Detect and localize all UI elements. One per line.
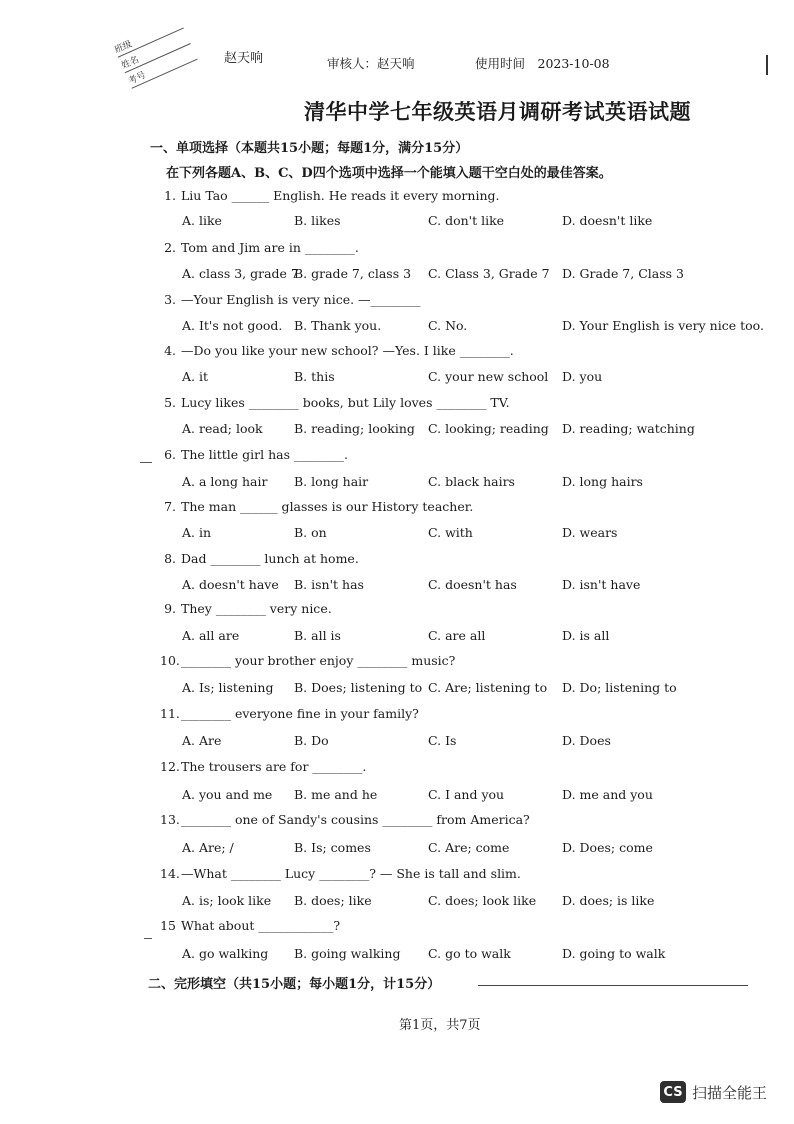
section2-rule <box>478 985 748 986</box>
answer-option: A. Are; / <box>182 840 234 855</box>
student-info-labels <box>112 7 219 98</box>
page-number: 第1页，共7页 <box>399 1018 481 1033</box>
question-stem <box>160 812 530 827</box>
question-text: —Do you like your new school? —Yes. I like ________. <box>181 343 514 358</box>
answer-option: A. like <box>182 213 222 228</box>
answer-option: A. doesn't have <box>182 577 279 592</box>
class-label: 班级 <box>112 15 184 58</box>
answer-option: A. Are <box>182 733 222 748</box>
answer-option: C. your new school <box>428 369 549 384</box>
question-text: Liu Tao ______ English. He reads it every morning. <box>181 188 500 203</box>
question-stem <box>160 918 340 933</box>
question-text: The little girl has ________. <box>181 447 348 462</box>
answer-option: B. long hair <box>294 474 369 489</box>
answer-option: B. grade 7, class 3 <box>294 266 412 281</box>
answer-option: B. going walking <box>294 946 401 961</box>
answer-option: A. in <box>182 525 212 540</box>
use-time: 使用时间 2023-10-08 <box>475 56 610 71</box>
question-number: 5. <box>164 395 176 410</box>
question-stem <box>160 395 510 410</box>
question-stem <box>160 653 455 668</box>
answer-option: D. wears <box>562 525 618 540</box>
question-stem <box>160 240 359 255</box>
answer-option: A. read; look <box>182 421 263 436</box>
question-number: 11. <box>160 706 180 721</box>
answer-option: D. Does <box>562 733 611 748</box>
section1-instruction: 在下列各题A、B、C、D四个选项中选择一个能填入题干空白处的最佳答案。 <box>166 166 612 181</box>
question-text: The man ______ glasses is our History teacher. <box>181 499 474 514</box>
answer-option: A. It's not good. <box>182 318 283 333</box>
answer-option: B. Thank you. <box>294 318 382 333</box>
question-number: 8. <box>164 551 176 566</box>
question-number: 14. <box>160 866 180 881</box>
question-number: 4. <box>164 343 176 358</box>
question-text: Dad ________ lunch at home. <box>181 551 359 566</box>
answer-option: B. me and he <box>294 787 378 802</box>
answer-option: A. Is; listening <box>182 680 274 695</box>
answer-option: A. it <box>182 369 208 384</box>
question-number: 10. <box>160 653 180 668</box>
answer-option: A. a long hair <box>182 474 268 489</box>
question-text: ________ everyone fine in your family? <box>181 706 419 721</box>
question-stem <box>160 447 348 462</box>
answer-option: D. long hairs <box>562 474 643 489</box>
question-stem <box>160 499 473 514</box>
section2-heading: 二、完形填空（共15小题；每小题1分，计15分） <box>148 977 441 992</box>
question-number: 9. <box>164 601 176 616</box>
question-text: What about ____________? <box>181 918 341 933</box>
answer-option: C. Are; listening to <box>428 680 548 695</box>
question-text: —What ________ Lucy ________? — She is tall and slim. <box>181 866 521 881</box>
answer-option: B. all is <box>294 628 341 643</box>
answer-option: C. No. <box>428 318 468 333</box>
answer-option: B. Is; comes <box>294 840 371 855</box>
answer-option: D. Grade 7, Class 3 <box>562 266 684 281</box>
question-stem <box>160 343 514 358</box>
question-text: —Your English is very nice. —________ <box>181 292 421 307</box>
scanner-watermark <box>660 1081 767 1103</box>
edge-mark <box>766 55 768 75</box>
question-text: They ________ very nice. <box>181 601 332 616</box>
watermark-label: 扫描全能王 <box>692 1083 768 1102</box>
answer-option: D. Does; come <box>562 840 653 855</box>
author-name: 赵天响 <box>224 51 264 66</box>
question-stem <box>160 292 421 307</box>
question-stem <box>160 706 419 721</box>
answer-option: D. you <box>562 369 603 384</box>
question-number: 12. <box>160 759 180 774</box>
answer-option: D. reading; watching <box>562 421 695 436</box>
question-text: Lucy likes ________ books, but Lily loves ________ TV. <box>181 395 510 410</box>
question-stem <box>160 866 521 881</box>
answer-option: C. looking; reading <box>428 421 549 436</box>
answer-option: A. go walking <box>182 946 269 961</box>
answer-option: B. Do <box>294 733 329 748</box>
question-number: 7. <box>164 499 176 514</box>
answer-option: B. does; like <box>294 893 372 908</box>
answer-option: D. doesn't like <box>562 213 653 228</box>
exam-number-label: 考号 <box>126 46 198 89</box>
answer-option: D. does; is like <box>562 893 655 908</box>
reviewer: 审核人：赵天响 <box>327 56 415 71</box>
question-text: ________ your brother enjoy ________ music? <box>181 653 456 668</box>
question-number: 13. <box>160 812 180 827</box>
answer-option: C. go to walk <box>428 946 511 961</box>
answer-option: A. you and me <box>182 787 273 802</box>
answer-option: C. are all <box>428 628 486 643</box>
answer-option: B. Does; listening to <box>294 680 423 695</box>
answer-option: C. Are; come <box>428 840 510 855</box>
answer-option: D. is all <box>562 628 610 643</box>
answer-option: C. doesn't has <box>428 577 517 592</box>
answer-option: C. black hairs <box>428 474 515 489</box>
answer-option: C. don't like <box>428 213 505 228</box>
answer-option: B. reading; looking <box>294 421 415 436</box>
name-label: 姓名 <box>119 30 191 73</box>
answer-option: B. isn't has <box>294 577 364 592</box>
margin-mark <box>144 938 152 939</box>
camscanner-icon: CS <box>660 1081 686 1103</box>
answer-option: C. with <box>428 525 473 540</box>
answer-option: D. going to walk <box>562 946 666 961</box>
question-text: The trousers are for ________. <box>181 759 367 774</box>
question-stem <box>160 551 359 566</box>
answer-option: B. this <box>294 369 335 384</box>
question-number: 15 <box>160 918 176 933</box>
answer-option: D. me and you <box>562 787 653 802</box>
question-number: 1. <box>164 188 176 203</box>
question-number: 6. <box>164 447 176 462</box>
answer-option: C. does; look like <box>428 893 537 908</box>
answer-option: A. is; look like <box>182 893 272 908</box>
question-text: Tom and Jim are in ________. <box>181 240 359 255</box>
answer-option: B. on <box>294 525 327 540</box>
margin-mark <box>140 462 152 463</box>
answer-option: D. isn't have <box>562 577 641 592</box>
answer-option: C. I and you <box>428 787 505 802</box>
answer-option: C. Is <box>428 733 457 748</box>
section1-heading: 一、单项选择（本题共15小题；每题1分，满分15分） <box>150 141 469 156</box>
answer-option: B. likes <box>294 213 341 228</box>
page-title: 清华中学七年级英语月调研考试英语试题 <box>304 99 691 124</box>
question-stem <box>160 188 499 203</box>
answer-option: C. Class 3, Grade 7 <box>428 266 550 281</box>
question-number: 2. <box>164 240 176 255</box>
answer-option: D. Do; listening to <box>562 680 677 695</box>
question-text: ________ one of Sandy's cousins ________ from America? <box>181 812 530 827</box>
question-stem <box>160 759 366 774</box>
answer-option: D. Your English is very nice too. <box>562 318 764 333</box>
question-stem <box>160 601 332 616</box>
question-number: 3. <box>164 292 176 307</box>
answer-option: A. all are <box>182 628 240 643</box>
answer-option: A. class 3, grade 7 <box>182 266 299 281</box>
